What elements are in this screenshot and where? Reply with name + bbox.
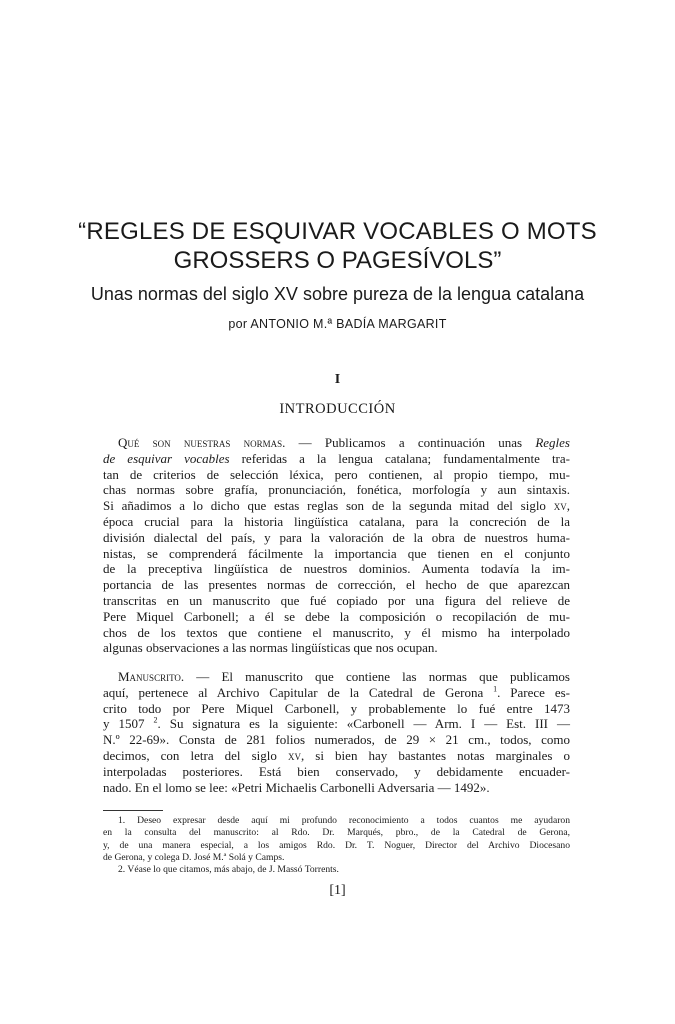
text-line xyxy=(103,561,570,577)
text-segment: N.º 22-69». Consta de 281 folios numerados, de 29 × 21 cm., todos, como xyxy=(103,732,570,748)
text-segment: Regles xyxy=(535,435,570,450)
text-line xyxy=(103,764,570,780)
text-line xyxy=(103,669,570,685)
text-segment: 1 xyxy=(493,684,498,694)
text-line xyxy=(103,467,570,483)
text-segment: división dialectal del país, y para la valoración de la obra de nuestros huma- xyxy=(103,529,570,545)
text-segment: , xyxy=(566,498,570,514)
text-line xyxy=(103,780,570,796)
article-title-line-2: GROSSERS O PAGESÍVOLS” xyxy=(173,247,502,274)
text-segment: chas normas sobre grafía, pronunciación, fonética, morfología y aun sintaxis. xyxy=(103,482,570,498)
text-line xyxy=(103,546,570,562)
section-heading: INTRODUCCIÓN xyxy=(279,401,396,417)
text-segment: portancia de las presentes normas de corrección, el hecho de que aparezcan xyxy=(103,577,570,593)
text-segment: — Publicamos a continuación unas xyxy=(285,435,536,450)
text-segment: Si añadimos a lo dicho que estas reglas son de la segunda mitad del siglo xyxy=(103,498,554,514)
text-line xyxy=(103,732,570,748)
text-segment: y 1507 xyxy=(103,716,154,732)
text-segment: 1. Deseo expresar desde aquí mi profundo reconocimiento a todos cuantos me ayudaron xyxy=(118,815,570,826)
paragraph-que-son-nuestras-normas xyxy=(103,435,570,656)
footnotes xyxy=(103,815,570,876)
article-subtitle: Unas normas del siglo XV sobre pureza de la lengua catalana xyxy=(90,284,585,304)
text-line xyxy=(103,451,570,467)
page-number: [1] xyxy=(329,883,346,898)
text-segment: Manuscrito. xyxy=(118,669,185,684)
text-line xyxy=(103,701,570,717)
text-segment: y, de una manera especial, a los amigos Rdo. Dr. T. Noguer, Director del Archivo Diocesano xyxy=(103,839,570,851)
text-line xyxy=(103,593,570,609)
text-segment: aquí, pertenece al Archivo Capitular de la Catedral de Gerona xyxy=(103,684,494,700)
paragraph-manuscrito xyxy=(103,669,570,795)
text-segment: tan de criterios de selección léxica, pero contienen, al propio tiempo, mu- xyxy=(103,466,570,482)
article-title-line-1: “REGLES DE ESQUIVAR VOCABLES O MOTS xyxy=(78,218,597,245)
text-segment: interpoladas posteriores. Está bien conservado, y debidamente encuader- xyxy=(103,763,570,779)
text-line xyxy=(103,498,570,514)
text-line xyxy=(103,840,570,852)
text-segment: de la preceptiva lingüística de nuestros dominios. Aumenta todavía la im- xyxy=(103,561,570,577)
text-line xyxy=(103,685,570,701)
text-segment: chos de los textos que contiene el manuscrito, y él mismo ha interpolado xyxy=(103,624,570,640)
text-line xyxy=(103,435,570,451)
text-segment: nado. En el lomo se lee: «Petri Michaelis Carbonelli Adversaria — 1492». xyxy=(103,779,490,795)
text-segment: . Su signatura es la siguiente: «Carbonell — Arm. I — Est. III — xyxy=(157,716,571,732)
text-segment: de esquivar vocables xyxy=(103,450,230,466)
text-segment: xv xyxy=(287,747,301,763)
text-segment: referidas a la lengua catalana; fundamentalmente tra- xyxy=(229,450,570,466)
text-segment: algunas observaciones a las normas lingüísticas que nos ocupan. xyxy=(103,640,438,656)
text-segment: xv xyxy=(553,498,567,514)
text-line xyxy=(103,514,570,530)
text-segment: época crucial para la historia lingüística catalana, para la concreción de la xyxy=(103,513,570,529)
text-line xyxy=(103,748,570,764)
text-segment: crito todo por Pere Miquel Carbonell, y probablemente lo fué entre 1473 xyxy=(103,700,570,716)
text-segment: decimos, con letra del siglo xyxy=(103,747,288,763)
author-byline: por ANTONIO M.ª BADÍA MARGARIT xyxy=(228,317,447,331)
text-line xyxy=(103,852,570,864)
text-segment: — El manuscrito que contiene las normas que publicamos xyxy=(184,669,570,684)
text-segment: 2. Véase lo que citamos, más abajo, de J. Massó Torrents. xyxy=(118,864,339,875)
text-segment: Pere Miquel Carbonell; a él se debe la composición o recopilación de mu- xyxy=(103,608,570,624)
text-line xyxy=(103,625,570,641)
text-segment: transcritas en un manuscrito que fué copiado por una figura del relieve de xyxy=(103,592,570,608)
text-segment: nistas, se comprenderá fácilmente la importancia que tienen en el conjunto xyxy=(103,545,570,561)
text-line xyxy=(103,482,570,498)
text-line xyxy=(103,815,570,827)
text-segment: . Parece es- xyxy=(497,684,570,700)
text-line xyxy=(103,609,570,625)
text-line xyxy=(103,864,570,876)
text-segment: 2 xyxy=(153,716,158,726)
text-line xyxy=(103,716,570,732)
section-number: I xyxy=(334,372,341,387)
text-segment: en la consulta del manuscrito: al Rdo. Dr. Marqués, pbro., de la Catedral de Gerona, xyxy=(103,827,570,839)
text-line xyxy=(103,827,570,839)
text-line xyxy=(103,577,570,593)
text-segment: , si bien hay bastantes notas marginales o xyxy=(300,747,570,763)
text-segment: Qué son nuestras normas. xyxy=(118,435,286,450)
text-segment: de Gerona, y colega D. José M.ª Solá y Camps. xyxy=(103,851,285,863)
text-line xyxy=(103,530,570,546)
footnote-divider xyxy=(103,810,163,811)
text-line xyxy=(103,640,570,656)
